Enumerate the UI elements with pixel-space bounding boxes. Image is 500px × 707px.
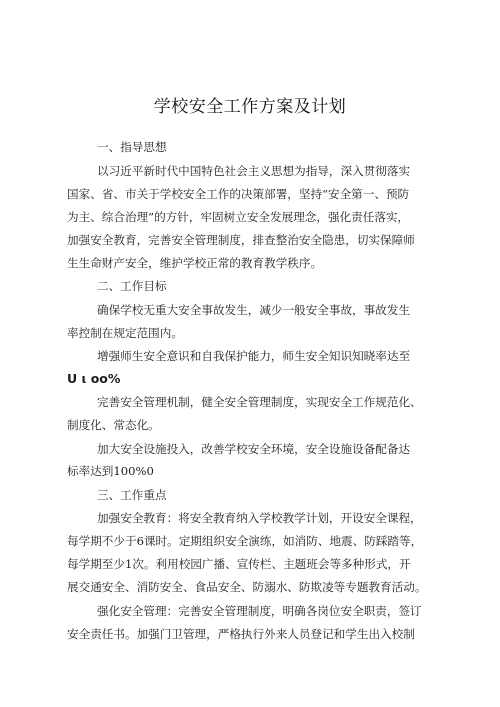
- paragraph-line: 加强安全教育，完善安全管理制度，排查整治安全隐患，切实保障师: [67, 233, 415, 247]
- document-title: 学校安全工作方案及计划: [153, 97, 347, 117]
- paragraph-line: U ι oo%: [67, 371, 121, 386]
- paragraph-line: 确保学校无重大安全事故发生，减少一般安全事故，事故发生: [97, 303, 411, 317]
- paragraph-line: 每学期至少1次。利用校园广播、宣传栏、主题班会等多种形式，开: [67, 557, 411, 571]
- section-heading-guiding-ideology: 一、指导思想: [97, 140, 167, 154]
- paragraph-line: 为主、综合治理”的方针，牢固树立安全发展理念，强化责任落实，: [67, 210, 410, 224]
- paragraph-line: 生生命财产安全，维护学校正常的教育教学秩序。: [67, 256, 323, 270]
- paragraph-line: 强化安全管理：完善安全管理制度，明确各岗位安全职责，签订: [97, 604, 422, 618]
- paragraph-line: 率控制在规定范围内。: [67, 326, 183, 340]
- paragraph-line: 加强安全教育：将安全教育纳入学校教学计划，开设安全课程，: [97, 511, 422, 525]
- paragraph-line: 以习近平新时代中国特色社会主义思想为指导，深入贯彻落实: [97, 164, 411, 178]
- paragraph-line: 加大安全设施投入，改善学校安全环境，安全设施设备配备达: [97, 442, 411, 456]
- section-heading-work-goals: 二、工作目标: [97, 279, 167, 293]
- section-heading-work-focus: 三、工作重点: [97, 488, 167, 502]
- paragraph-line: 国家、省、市关于学校安全工作的决策部署，坚持“安全第一、预防: [67, 187, 410, 201]
- paragraph-line: 制度化、常态化。: [67, 418, 160, 432]
- paragraph-line: 展交通安全、消防安全、食品安全、防溺水、防欺凌等专题教育活动。: [67, 580, 427, 594]
- paragraph-line: 完善安全管理机制，健全安全管理制度，实现安全工作规范化、: [97, 395, 422, 409]
- paragraph-line: 标率达到100%0: [67, 464, 154, 478]
- paragraph-line: 安全责任书。加强门卫管理，严格执行外来人员登记和学生出入校制: [67, 627, 415, 641]
- paragraph-line: 增强师生安全意识和自我保护能力，师生安全知识知晓率达至: [97, 349, 411, 363]
- paragraph-line: 每学期不少于6课时。定期组织安全演练，如消防、地震、防踩踏等，: [67, 534, 423, 548]
